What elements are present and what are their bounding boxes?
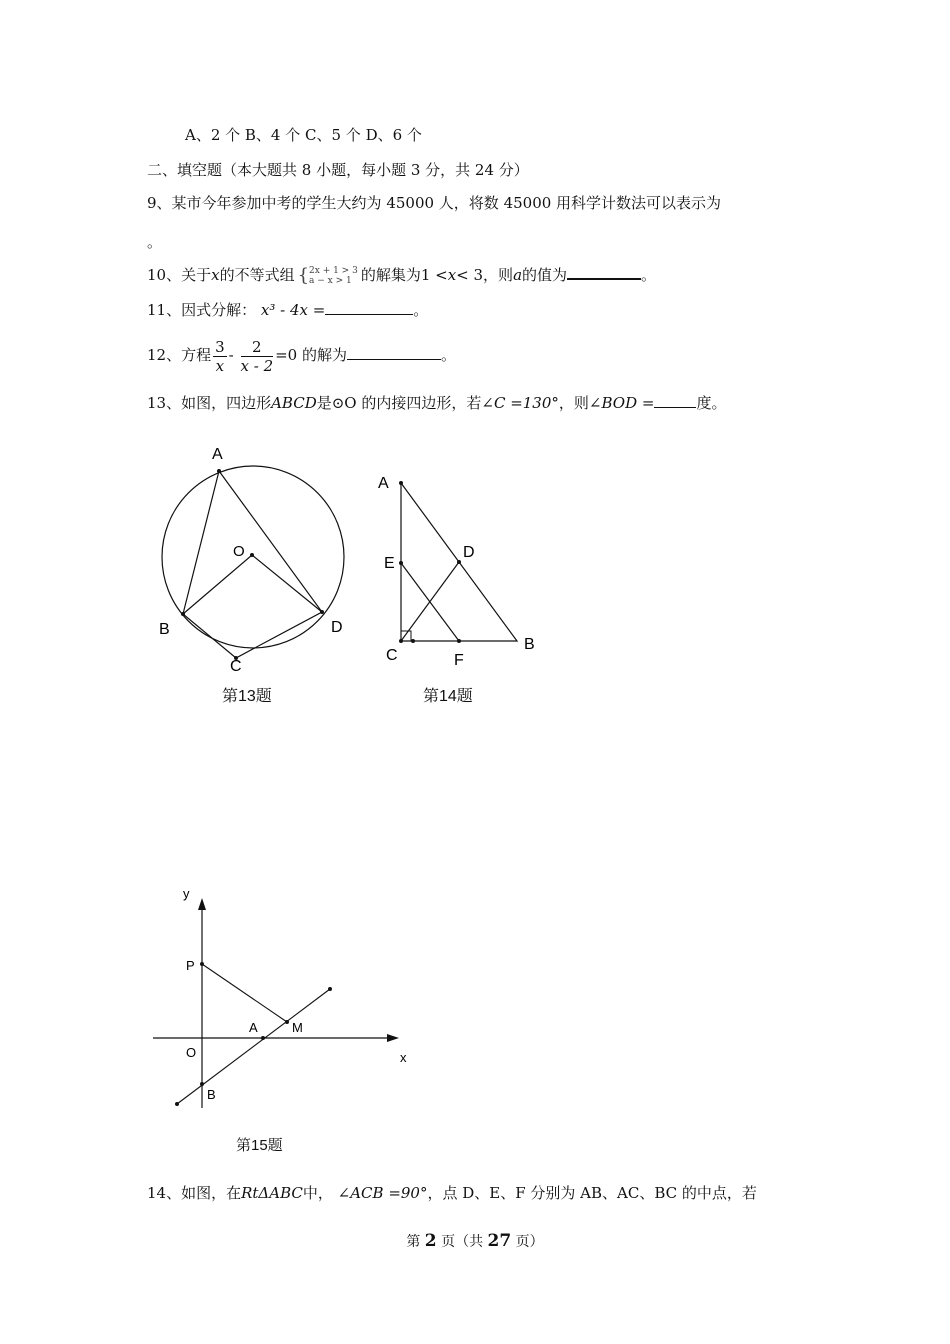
fig13-point-d	[320, 610, 324, 614]
footer-total-pages: 27	[487, 1231, 512, 1251]
q12-tail: 。	[441, 346, 457, 364]
fig14-label-f: F	[454, 652, 464, 669]
fig15-caption: 第15题	[236, 1137, 283, 1154]
figure-15	[145, 880, 420, 1120]
fig15-label-y: y	[183, 886, 190, 901]
fig14-label-e: E	[384, 555, 395, 572]
fig13-point-b	[181, 612, 185, 616]
q10-tail: 。	[641, 266, 657, 284]
fig15-y-arrow	[198, 898, 206, 910]
footer-page-number: 2	[424, 1231, 437, 1251]
q10-system-line2: a − x > 1	[309, 276, 352, 286]
fig13-label-d: D	[331, 619, 343, 636]
q10-suffix1: 的解集为1 <	[360, 266, 448, 284]
fig15-line-pm	[202, 964, 287, 1022]
q10-var3: a	[513, 266, 523, 284]
footer-pre: 第	[406, 1234, 421, 1250]
fig15-label-x: x	[400, 1050, 407, 1065]
figure-14	[370, 465, 550, 675]
q10-inequality-system: { 2x + 1 > 3 a − x > 1	[297, 265, 358, 286]
q12-prefix: 12、方程	[147, 346, 212, 364]
fig13-quadrilateral	[183, 471, 322, 658]
q11-answer-blank	[325, 300, 413, 315]
q12-fraction-2	[241, 338, 274, 375]
q12-fraction-1	[213, 338, 227, 375]
fig15-label-a: A	[249, 1020, 258, 1035]
question-14	[147, 1183, 757, 1203]
q10-suffix3: 的值为	[522, 266, 568, 284]
footer-post: 页）	[515, 1234, 544, 1250]
q10-var2: x	[447, 266, 457, 284]
q13-prefix: 13、如图，四边形	[147, 394, 272, 412]
fig15-point-m	[285, 1020, 289, 1024]
fig15-point-b	[200, 1082, 204, 1086]
fig15-point-p	[200, 962, 204, 966]
fig14-point-extra	[411, 639, 415, 643]
q12-frac2-denominator: x - 2	[240, 356, 274, 375]
q10-prefix: 10、关于	[147, 266, 212, 284]
q10-suffix2: < 3，则	[456, 266, 514, 284]
q12-answer-blank	[347, 345, 441, 360]
fig13-point-a	[217, 469, 221, 473]
fig14-point-a	[399, 481, 403, 485]
fig13-label-b: B	[159, 621, 170, 638]
question-10	[147, 264, 656, 286]
question-11	[147, 300, 428, 320]
fig15-x-arrow	[387, 1034, 399, 1042]
question-9-tail: 。	[147, 233, 163, 251]
fig14-point-d	[457, 560, 461, 564]
fig15-label-b: B	[207, 1087, 216, 1102]
fig14-point-c	[399, 639, 403, 643]
figure-13	[150, 435, 370, 685]
q11-prefix: 11、因式分解：	[147, 301, 257, 319]
q10-answer-blank	[567, 264, 641, 280]
fig14-point-f	[457, 639, 461, 643]
q12-frac2-numerator: 2	[241, 338, 274, 357]
section-title: 二、填空题（本大题共 8 小题，每小题 3 分，共 24 分）	[147, 161, 529, 179]
fig13-point-o	[250, 553, 254, 557]
question-12	[147, 336, 456, 375]
footer-mid: 页（共	[441, 1234, 484, 1250]
fig13-label-o: O	[233, 543, 245, 560]
fig14-label-b: B	[524, 636, 535, 653]
q10-var: x	[211, 266, 220, 284]
q13-mid: 是⊙O 的内接四边形，若	[316, 394, 482, 412]
fig15-point-end-upper	[328, 987, 332, 991]
fig14-label-c: C	[386, 647, 398, 664]
q14-angle: ∠ACB =90°	[337, 1184, 428, 1202]
fig13-circle	[162, 466, 344, 648]
fig15-label-p: P	[186, 958, 195, 973]
fig13-label-a: A	[212, 446, 223, 463]
q13-angle2: ∠BOD =	[588, 394, 655, 412]
q12-suffix: =0 的解为	[275, 346, 347, 364]
q13-tail: 度。	[696, 394, 727, 412]
q10-system-line1: 2x + 1 > 3	[309, 266, 358, 276]
q14-prefix: 14、如图，在	[147, 1184, 242, 1202]
page-footer	[0, 1231, 950, 1251]
fig14-label-a: A	[378, 475, 389, 492]
q14-mid: 中，	[302, 1184, 333, 1202]
fig15-line-bm	[177, 989, 330, 1104]
fig13-caption: 第13题	[222, 688, 272, 705]
fig13-center-lines	[183, 555, 322, 614]
fig15-label-o: O	[186, 1045, 197, 1060]
fig14-caption: 第14题	[423, 688, 473, 705]
fig14-point-e	[399, 561, 403, 565]
fig15-label-m: M	[292, 1020, 303, 1035]
fig15-point-end-lower	[175, 1102, 179, 1106]
q13-mid2: ，则	[558, 394, 589, 412]
q10-mid: 的不等式组	[219, 266, 295, 284]
q11-expr: x³ - 4x =	[260, 301, 326, 319]
fig14-label-d: D	[463, 544, 475, 561]
q8-options: A、2 个 B、4 个 C、5 个 D、6 个	[185, 126, 422, 144]
q13-abcd: ABCD	[271, 394, 317, 412]
q14-suffix: ，点 D、E、F 分别为 AB、AC、BC 的中点，若	[427, 1184, 757, 1202]
q11-tail: 。	[413, 301, 429, 319]
question-9: 9、某市今年参加中考的学生大约为 45000 人，将数 45000 用科学计数法可以表示为	[147, 194, 722, 212]
q14-triangle: RtΔABC	[241, 1184, 303, 1202]
fig13-label-c: C	[230, 658, 242, 675]
question-13	[147, 393, 726, 413]
fig15-point-a	[261, 1036, 265, 1040]
q12-frac1-numerator: 3	[215, 337, 225, 356]
q13-answer-blank	[654, 393, 696, 408]
q12-frac1-denominator: x	[215, 356, 225, 375]
q12-minus: -	[228, 346, 234, 364]
q13-angle: ∠C =130°	[481, 394, 559, 412]
